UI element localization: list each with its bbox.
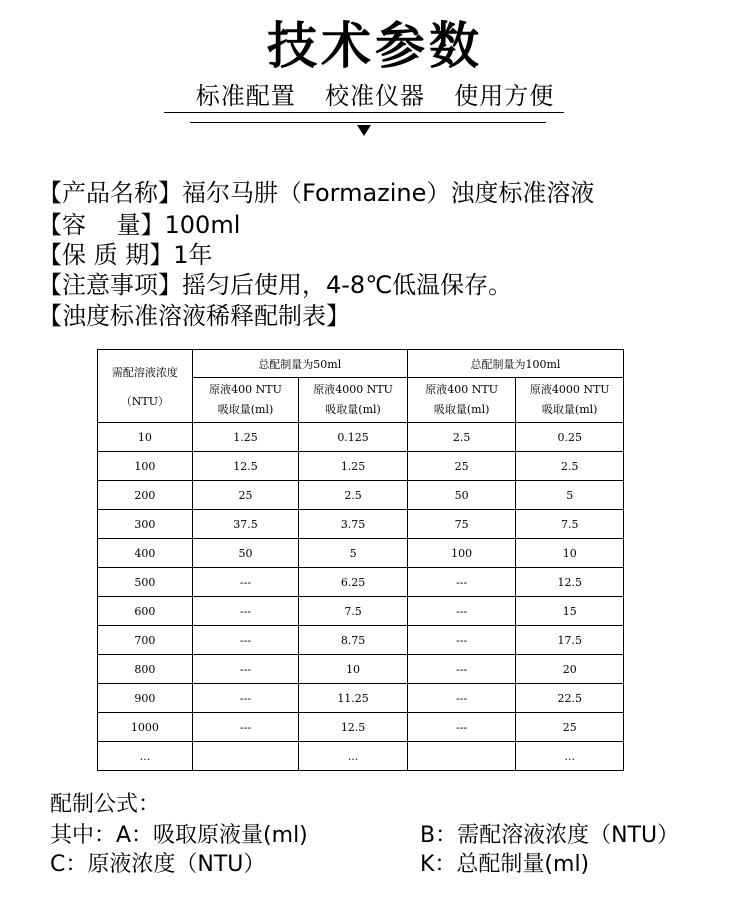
table-cell: 11.25 bbox=[299, 684, 408, 713]
spec-product-name: 【产品名称】福尔马肼（Formazine）浊度标准溶液 bbox=[38, 179, 595, 207]
subheader-line: 吸取量(ml) bbox=[325, 403, 381, 416]
table-cell: 50 bbox=[192, 539, 299, 568]
formula-a: 其中：A：吸取原液量(ml) bbox=[50, 823, 308, 848]
table-row bbox=[98, 510, 624, 539]
table-cell: 200 bbox=[98, 481, 193, 510]
subheader-cell bbox=[192, 378, 299, 423]
table-cell: 20 bbox=[516, 655, 624, 684]
subheader-cell bbox=[407, 378, 516, 423]
subheader-line: 吸取量(ml) bbox=[217, 403, 274, 416]
subheader-line: 原液4000 NTU bbox=[529, 383, 610, 396]
formula-b: B：需配溶液浓度（NTU） bbox=[420, 823, 680, 848]
table-cell: 100 bbox=[407, 539, 516, 568]
table-cell: 2.5 bbox=[516, 452, 624, 481]
table-cell: 600 bbox=[98, 597, 193, 626]
table-cell: 25 bbox=[407, 452, 516, 481]
table-cell: 400 bbox=[98, 539, 193, 568]
table-cell: 3.75 bbox=[299, 510, 408, 539]
subheader-line: 吸取量(ml) bbox=[541, 403, 598, 416]
table-cell: ... bbox=[516, 742, 624, 771]
table-cell: 800 bbox=[98, 655, 193, 684]
table-cell: 10 bbox=[299, 655, 408, 684]
table-cell: 10 bbox=[98, 423, 193, 452]
table-row bbox=[98, 597, 624, 626]
table-cell: 25 bbox=[192, 481, 299, 510]
table-row bbox=[98, 655, 624, 684]
down-triangle-icon bbox=[357, 125, 371, 136]
table-body bbox=[98, 423, 624, 771]
table-cell: 0.25 bbox=[516, 423, 624, 452]
table-cell: 12.5 bbox=[516, 568, 624, 597]
table-cell: 22.5 bbox=[516, 684, 624, 713]
subheader-line: 吸取量(ml) bbox=[433, 403, 490, 416]
table-cell: 500 bbox=[98, 568, 193, 597]
table-row bbox=[98, 539, 624, 568]
table-cell: 25 bbox=[516, 713, 624, 742]
formula-k: K：总配制量(ml) bbox=[420, 852, 590, 877]
table-cell: 8.75 bbox=[299, 626, 408, 655]
table-cell bbox=[407, 742, 516, 771]
table-cell: 10 bbox=[516, 539, 624, 568]
table-cell: --- bbox=[407, 568, 516, 597]
subheader-line: 原液400 NTU bbox=[209, 383, 282, 396]
table-cell: 12.5 bbox=[192, 452, 299, 481]
table-row bbox=[98, 568, 624, 597]
subheader-cell bbox=[299, 378, 408, 423]
table-header-row bbox=[98, 350, 624, 378]
subheader-line: 原液400 NTU bbox=[425, 383, 498, 396]
subheader-cell bbox=[516, 378, 624, 423]
title-rule-top bbox=[164, 112, 564, 113]
table-row bbox=[98, 423, 624, 452]
table-row bbox=[98, 684, 624, 713]
table-cell: 5 bbox=[516, 481, 624, 510]
header-concentration-unit: （NTU） bbox=[120, 394, 169, 408]
table-cell: 2.5 bbox=[299, 481, 408, 510]
table-cell: --- bbox=[192, 713, 299, 742]
table-cell: 1.25 bbox=[192, 423, 299, 452]
table-cell: --- bbox=[407, 626, 516, 655]
table-row bbox=[98, 742, 624, 771]
table-cell: 5 bbox=[299, 539, 408, 568]
table-cell: 0.125 bbox=[299, 423, 408, 452]
table-cell bbox=[192, 742, 299, 771]
table-cell: 1000 bbox=[98, 713, 193, 742]
table-row bbox=[98, 481, 624, 510]
table-cell: 1.25 bbox=[299, 452, 408, 481]
table-cell: --- bbox=[192, 597, 299, 626]
table-cell: --- bbox=[192, 684, 299, 713]
table-row bbox=[98, 713, 624, 742]
table-row bbox=[98, 452, 624, 481]
table-cell: 700 bbox=[98, 626, 193, 655]
table-row bbox=[98, 626, 624, 655]
table-cell: 7.5 bbox=[516, 510, 624, 539]
table-cell: 37.5 bbox=[192, 510, 299, 539]
header-concentration-label: 需配溶液浓度 bbox=[111, 365, 178, 379]
dilution-table bbox=[97, 349, 624, 771]
spec-volume: 【容 量】100ml bbox=[38, 211, 241, 239]
table-cell: 900 bbox=[98, 684, 193, 713]
header-group-100ml: 总配制量为100ml bbox=[407, 350, 623, 378]
table-cell: 7.5 bbox=[299, 597, 408, 626]
formula-title: 配制公式： bbox=[50, 792, 161, 817]
table-cell: --- bbox=[192, 655, 299, 684]
table-cell: --- bbox=[407, 684, 516, 713]
table-cell: 17.5 bbox=[516, 626, 624, 655]
title-rule-bottom bbox=[190, 122, 546, 123]
table-cell: --- bbox=[407, 713, 516, 742]
spec-notes: 【注意事项】摇匀后使用，4-8℃低温保存。 bbox=[38, 271, 513, 299]
table-cell: --- bbox=[192, 568, 299, 597]
table-cell: 100 bbox=[98, 452, 193, 481]
table-cell: ... bbox=[98, 742, 193, 771]
table-cell: 300 bbox=[98, 510, 193, 539]
table-cell: --- bbox=[407, 655, 516, 684]
formula-c: C：原液浓度（NTU） bbox=[50, 852, 266, 877]
table-cell: 15 bbox=[516, 597, 624, 626]
page-subtitle: 标准配置 校准仪器 使用方便 bbox=[195, 82, 555, 110]
table-cell: 2.5 bbox=[407, 423, 516, 452]
subheader-line: 原液4000 NTU bbox=[313, 383, 393, 396]
page-title: 技术参数 bbox=[267, 17, 483, 75]
table-cell: --- bbox=[407, 597, 516, 626]
spec-shelf-life: 【保 质 期】1年 bbox=[38, 241, 213, 269]
table-cell: --- bbox=[192, 626, 299, 655]
table-cell: 50 bbox=[407, 481, 516, 510]
header-group-50ml: 总配制量为50ml bbox=[192, 350, 407, 378]
table-cell: ... bbox=[299, 742, 408, 771]
table-cell: 6.25 bbox=[299, 568, 408, 597]
header-concentration bbox=[98, 350, 193, 423]
table-cell: 12.5 bbox=[299, 713, 408, 742]
spec-table-title: 【浊度标准溶液稀释配制表】 bbox=[38, 302, 350, 330]
table-cell: 75 bbox=[407, 510, 516, 539]
